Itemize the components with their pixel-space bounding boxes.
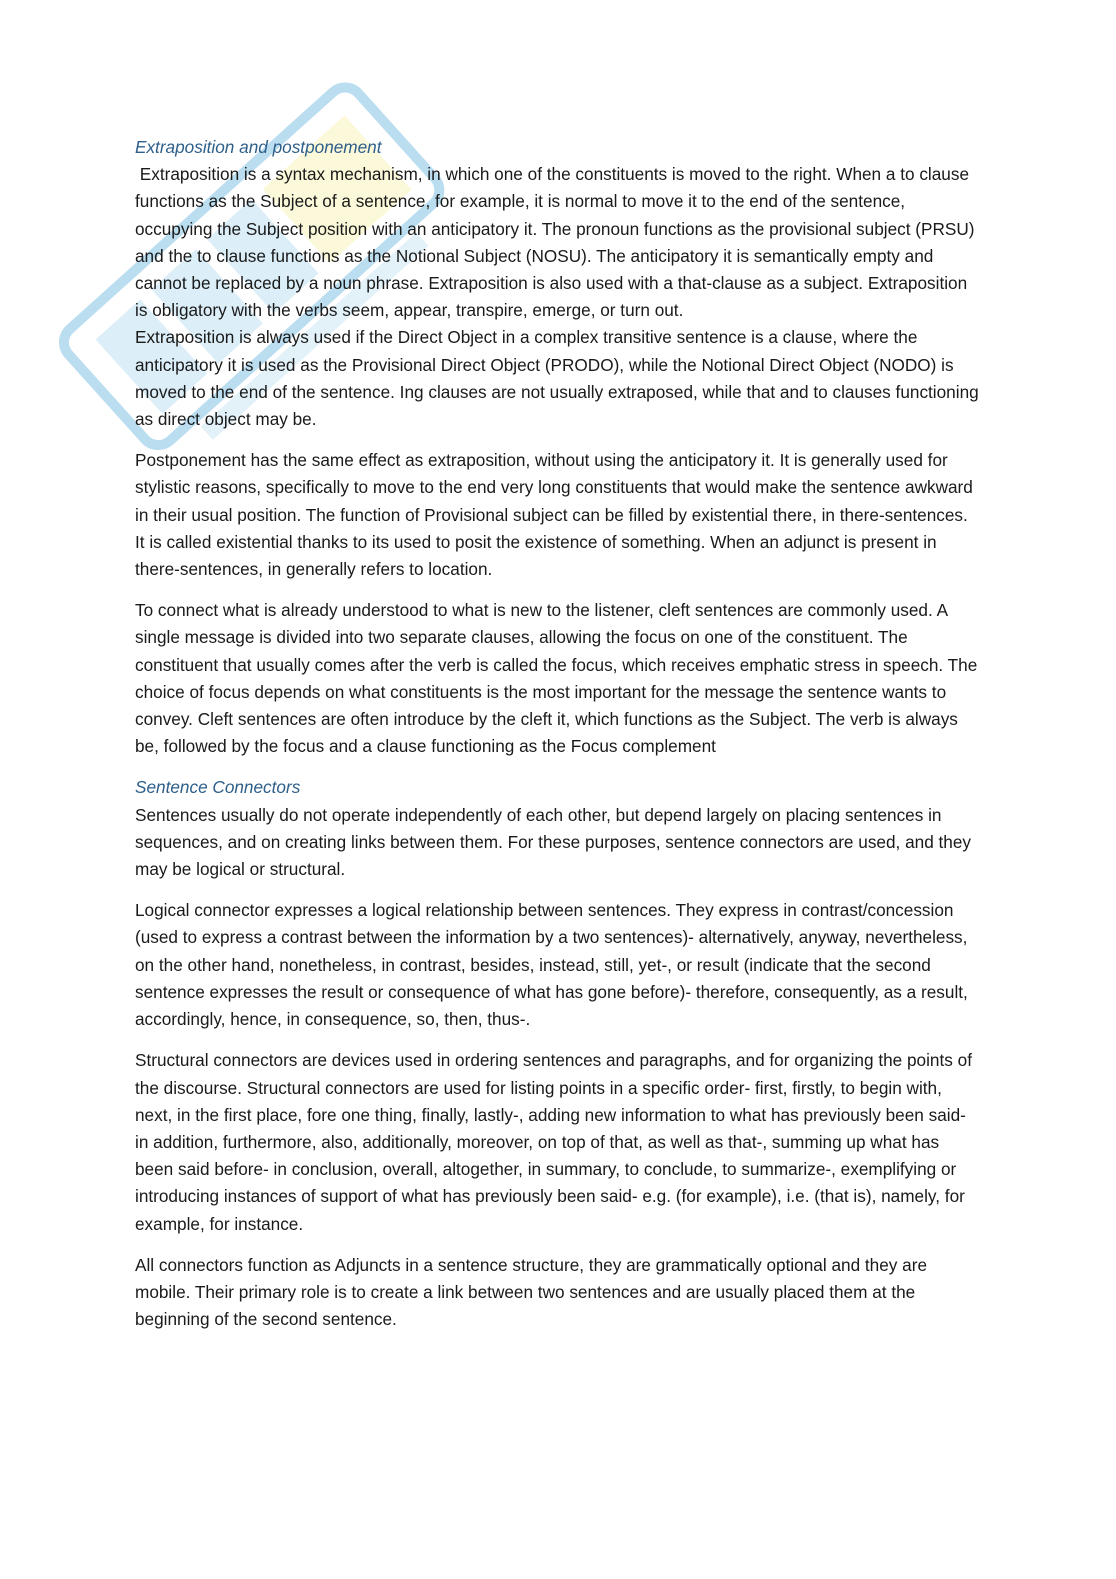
paragraph: Logical connector expresses a logical relationship between sentences. They express in contrast/concession (used to express a contrast between the information by a two sentences)- alternatively, anyway, nevertheless, on the other hand, nonetheless, in contrast, besides, instead, still, yet-, or result (indicate that the second sentence expresses the result or consequence of what has gone before)- therefore, consequently, as a result, accordingly, hence, in consequence, so, then, thus-.: [135, 900, 968, 1030]
section-heading-sentence-connectors: Sentence Connectors: [135, 777, 301, 798]
section-heading-extraposition: Extraposition and postponement: [135, 137, 382, 157]
paragraph: Structural connectors are devices used in ordering sentences and paragraphs, and for organizing the points of the discourse. Structural connectors are used for listing points in a specific order- first, firstly, to begin with, next, in the first place, fore one thing, finally, lastly-, adding new information to what has previously been said- in addition, furthermore, also, additionally, moreover, on top of that, as well as that-, summing up what has been said before- in conclusion, overall, altogether, in summary, to conclude, to summarize-, exemplifying or introducing instances of support of what has previously been said- e.g. (for example), i.e. (that is), namely, for example, for instance.: [135, 1050, 972, 1234]
paragraph: Sentences usually do not operate independently of each other, but depend largely on placing sentences in sequences, and on creating links between them. For these purposes, sentence connectors are used, and they may be logical or structural.: [135, 804, 972, 880]
document-body: [135, 134, 981, 1333]
paragraph: To connect what is already understood to what is new to the listener, cleft sentences are commonly used. A single message is divided into two separate clauses, allowing the focus on one of the constituent. The constituent that usually comes after the verb is called the focus, which receives emphatic stress in speech. The choice of focus depends on what constituents is the most important for the message the sentence wants to convey. Cleft sentences are often introduce by the cleft it, which functions as the Subject. The verb is always be, followed by the focus and a clause functioning as the Focus complement: [135, 600, 978, 757]
paragraph: Extraposition is a syntax mechanism, in which one of the constituents is moved to the right. When a to clause functions as the Subject of a sentence, for example, it is normal to move it to the end of the sentence, occupying the Subject position with an anticipatory it. The pronoun functions as the provisional subject (PRSU) and the to clause functions as the Notional Subject (NOSU). The anticipatory it is semantically empty and cannot be replaced by a noun phrase. Extraposition is also used with a that-clause as a subject. Extraposition is obligatory with the verbs seem, appear, transpire, emerge, or turn out.: [135, 164, 980, 321]
paragraph: All connectors function as Adjuncts in a sentence structure, they are grammatically optional and they are mobile. Their primary role is to create a link between two sentences and are usually placed them at the beginning of the second sentence.: [135, 1254, 928, 1330]
paragraph: Extraposition is always used if the Direct Object in a complex transitive sentence is a clause, where the anticipatory it is used as the Provisional Direct Object (PRODO), while the Notional Direct Object (NODO) is moved to the end of the sentence. Ing clauses are not usually extraposed, while that and to clauses functioning as direct object may be.: [135, 327, 979, 430]
paragraph: Postponement has the same effect as extraposition, without using the anticipatory it. It is generally used for stylistic reasons, specifically to move to the end very long constituents that would make the sentence awkward in their usual position. The function of Provisional subject can be filled by existential there, in there-sentences. It is called existential thanks to its used to posit the existence of something. When an adjunct is present in there-sentences, in generally refers to location.: [135, 450, 973, 580]
